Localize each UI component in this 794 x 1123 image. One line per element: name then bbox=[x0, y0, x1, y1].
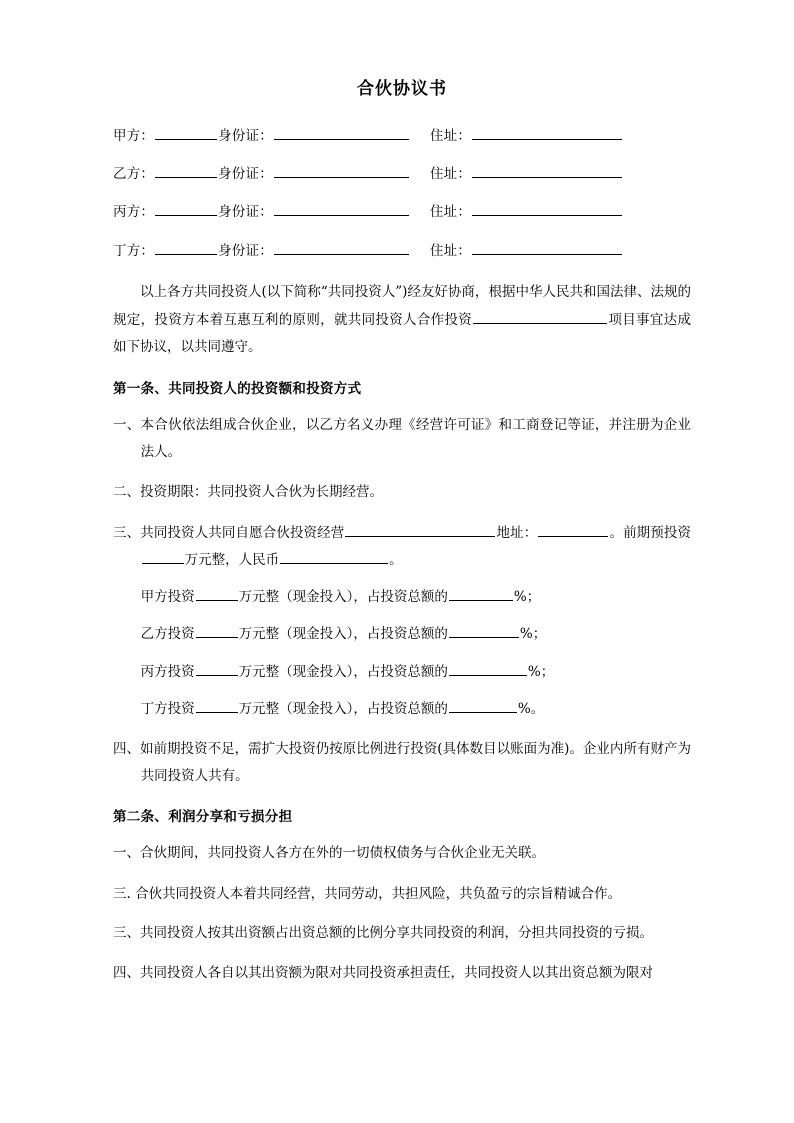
party-label-ding: 丁方： bbox=[113, 242, 155, 259]
party-information-block bbox=[113, 126, 691, 258]
party-id-blank[interactable] bbox=[274, 202, 409, 216]
contribution-prefix-bing: 丙方投资 bbox=[140, 663, 195, 680]
item3-text-e: 。 bbox=[389, 551, 403, 568]
prepay-amount-blank[interactable] bbox=[142, 550, 184, 564]
article-two-item-2: 三. 合伙共同投资人本着共同经营，共同劳动，共担风险，共负盈亏的宗旨精诚合作。 bbox=[113, 885, 622, 902]
contribution-percent-blank[interactable] bbox=[449, 587, 513, 601]
intro-paragraph bbox=[113, 279, 691, 362]
address-label-ding: 住址： bbox=[429, 242, 472, 259]
item3-text-c: 。前期预投资 bbox=[609, 524, 692, 541]
party-row bbox=[113, 126, 691, 143]
contribution-amount-blank[interactable] bbox=[196, 587, 238, 601]
contribution-suffix-yi: %； bbox=[519, 626, 547, 643]
party-row bbox=[113, 202, 691, 219]
contribution-prefix-ding: 丁方投资 bbox=[140, 700, 195, 717]
party-id-blank[interactable] bbox=[274, 241, 409, 255]
article-one-heading: 第一条、共同投资人的投资额和投资方式 bbox=[113, 381, 362, 398]
id-label-jia: 身份证： bbox=[218, 127, 273, 144]
document-content bbox=[113, 0, 691, 1000]
business-name-blank[interactable] bbox=[345, 523, 495, 537]
party-name-blank[interactable] bbox=[155, 202, 217, 216]
article-one-item-1: 一、本合伙依法组成合伙企业，以乙方名义办理《经营许可证》和工商登记等证，并注册为企业法人。 bbox=[113, 416, 691, 460]
party-name-blank[interactable] bbox=[155, 241, 217, 255]
party-id-blank[interactable] bbox=[274, 164, 409, 178]
party-id-blank[interactable] bbox=[274, 126, 409, 140]
contribution-mid-bing: 万元整（现金投入），占投资总额的 bbox=[238, 663, 448, 680]
contribution-amount-blank[interactable] bbox=[196, 662, 238, 676]
id-label-bing: 身份证： bbox=[218, 204, 273, 221]
article-one-item-2: 二、投资期限：共同投资人合伙为长期经营。 bbox=[113, 484, 383, 501]
address-label-yi: 住址： bbox=[429, 165, 472, 182]
contribution-line-ding bbox=[113, 699, 691, 716]
article-two-heading: 第二条、利润分享和亏损分担 bbox=[113, 809, 293, 826]
item3-text-d: 万元整，人民币 bbox=[184, 551, 280, 568]
party-row bbox=[113, 164, 691, 181]
address-label-jia: 住址： bbox=[429, 127, 472, 144]
contribution-line-bing bbox=[113, 662, 691, 679]
contribution-percent-blank[interactable] bbox=[449, 624, 519, 638]
contribution-suffix-bing: %； bbox=[527, 663, 555, 680]
contribution-percent-blank[interactable] bbox=[449, 662, 527, 676]
party-name-blank[interactable] bbox=[155, 164, 217, 178]
contribution-mid-yi: 万元整（现金投入），占投资总额的 bbox=[238, 626, 448, 643]
contribution-line-yi bbox=[113, 624, 691, 641]
article-two-item-4: 四、共同投资人各自以其出资额为限对共同投资承担责任，共同投资人以其出资总额为限对 bbox=[113, 965, 653, 982]
party-label-jia: 甲方： bbox=[113, 127, 155, 144]
party-row bbox=[113, 241, 691, 258]
contribution-line-jia bbox=[113, 587, 691, 604]
contribution-amount-blank[interactable] bbox=[196, 624, 238, 638]
contribution-suffix-jia: %； bbox=[513, 588, 541, 605]
intro-text-part2: 项目事宜达成如下协议，以共同遵守。 bbox=[113, 311, 691, 356]
contribution-prefix-yi: 乙方投资 bbox=[140, 626, 195, 643]
party-address-blank[interactable] bbox=[472, 241, 622, 255]
contribution-mid-ding: 万元整（现金投入），占投资总额的 bbox=[238, 700, 448, 717]
contribution-suffix-ding: %。 bbox=[517, 700, 545, 717]
business-address-blank[interactable] bbox=[538, 523, 608, 537]
party-address-blank[interactable] bbox=[472, 126, 622, 140]
party-address-blank[interactable] bbox=[472, 164, 622, 178]
intro-text-part1: 以上各方共同投资人(以下简称“共同投资人”)经友好协商，根据中华人民共和国法律、法规的规定，投资方本着互惠互利的原则，就共同投资人合作投资 bbox=[113, 284, 691, 328]
address-label-bing: 住址： bbox=[429, 204, 472, 221]
id-label-ding: 身份证： bbox=[218, 242, 273, 259]
item3-text-a: 三、共同投资人共同自愿合伙投资经营 bbox=[113, 524, 345, 541]
article-two-item-1: 一、合伙期间，共同投资人各方在外的一切债权债务与合伙企业无关联。 bbox=[113, 845, 545, 861]
rmb-amount-blank[interactable] bbox=[280, 550, 388, 564]
article-one-item-3 bbox=[113, 520, 691, 574]
item3-text-b: 地址： bbox=[496, 524, 538, 541]
project-name-blank[interactable] bbox=[473, 310, 607, 324]
party-name-blank[interactable] bbox=[155, 126, 217, 140]
contribution-prefix-jia: 甲方投资 bbox=[140, 588, 195, 605]
contribution-amount-blank[interactable] bbox=[196, 699, 238, 713]
party-label-yi: 乙方： bbox=[113, 165, 155, 182]
contribution-percent-blank[interactable] bbox=[449, 699, 517, 713]
party-label-bing: 丙方： bbox=[113, 204, 155, 221]
article-two-item-3: 三、共同投资人按其出资额占出资总额的比例分享共同投资的利润，分担共同投资的亏损。 bbox=[113, 925, 653, 942]
article-one-item-4: 四、如前期投资不足，需扩大投资仍按原比例进行投资(具体数目以账面为准)。企业内所有财产为共同投资人共有。 bbox=[113, 741, 691, 785]
page-title: 合伙协议书 bbox=[357, 79, 447, 99]
id-label-yi: 身份证： bbox=[218, 165, 273, 182]
party-address-blank[interactable] bbox=[472, 202, 622, 216]
contribution-mid-jia: 万元整（现金投入），占投资总额的 bbox=[238, 588, 448, 605]
